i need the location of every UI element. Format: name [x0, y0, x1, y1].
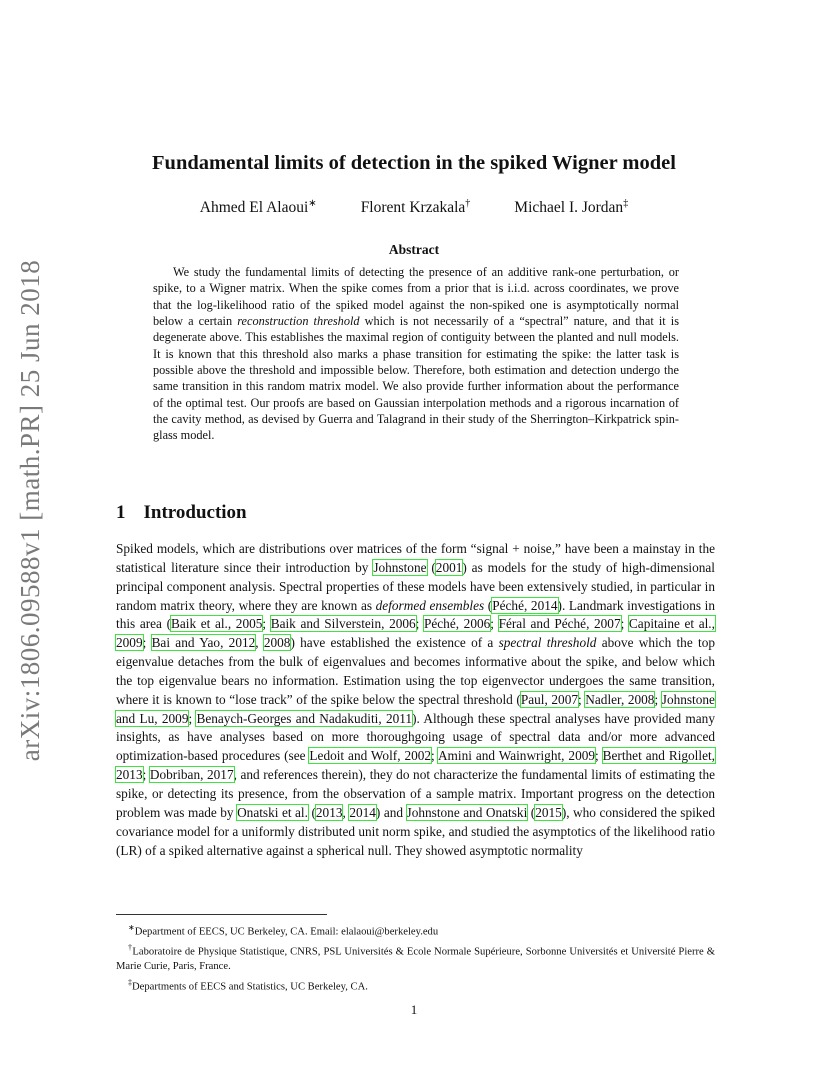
arxiv-sidebar	[10, 259, 52, 761]
citation-link[interactable]: Péché, 2014	[492, 597, 558, 613]
abstract-heading: Abstract	[388, 242, 440, 257]
citation-link[interactable]: Onatski et al.	[237, 804, 308, 820]
citation-link[interactable]: 2001	[435, 559, 463, 575]
citation-link[interactable]: Ledoit and Wolf, 2002	[309, 748, 432, 764]
abstract-body: We study the fundamental limits of detecting the presence of an additive rank-one perturbation, or spike, to a Wigner matrix. When the spike comes from a prior that is i.i.d. across coordinates, we prove that the log-likelihood ratio of the spiked model against the non-spiked one is asymptotically normal below a certain reconstruction threshold which is not necessarily of a “spectral” nature, and that it is degenerate above. This establishes the maximal region of contiguity between the planted and null models. It is known that this threshold also marks a phase transition for estimating the spike: the latter task is possible above the threshold and impossible below. Therefore, both estimation and detection undergo the same transition in this random matrix model. We also provide further information about the performance of the optimal test. Our proofs are based on Gaussian interpolation methods and a rigorous incarnation of the cavity method, as devised by Guerra and Talagrand in their study of the Sherrington–Kirkpatrick spin-glass model.	[153, 265, 679, 443]
citation-link[interactable]: Benaych-Georges and Nadakuditi, 2011	[196, 710, 413, 726]
footnote-1: ∗Department of EECS, UC Berkeley, CA. Email: elalaoui@berkeley.edu	[128, 923, 439, 938]
citation-link[interactable]: Féral and Péché, 2007	[498, 616, 621, 632]
author-3: Michael I. Jordan‡	[514, 198, 629, 217]
citation-link[interactable]: Baik et al., 2005	[171, 616, 263, 632]
citation-link[interactable]: Johnstone and Onatski	[406, 804, 528, 820]
citation-link[interactable]: Berthet and Rigollet, 2013	[116, 748, 715, 783]
footnote-rule	[116, 914, 327, 915]
citation-link[interactable]: Péché, 2006	[423, 616, 491, 632]
footnote-2: †Laboratoire de Physique Statistique, CNRS, PSL Universités & Ecole Normale Supérieure, Sorbonne Universités et Université Pierre & Marie Curie, Paris, France.	[116, 942, 715, 973]
citation-link[interactable]: Amini and Wainwright, 2009	[437, 748, 596, 764]
citation-link[interactable]: Baik and Silverstein, 2006	[270, 616, 416, 632]
citation-link[interactable]: Johnstone and Lu, 2009	[116, 691, 715, 726]
citation-link[interactable]: 2015	[535, 804, 562, 820]
citation-link[interactable]: Capitaine et al., 2009	[116, 616, 715, 651]
author-list	[0, 198, 828, 217]
citation-link[interactable]: Johnstone	[373, 559, 427, 575]
paper-title: Fundamental limits of detection in the spiked Wigner model	[152, 152, 676, 174]
footnotes	[116, 920, 715, 994]
citation-link[interactable]: Dobriban, 2017	[149, 767, 234, 783]
citation-link[interactable]: 2014	[349, 804, 376, 820]
author-2: Florent Krzakala†	[360, 198, 471, 217]
citation-link[interactable]: 2013	[315, 804, 343, 820]
author-1: Ahmed El Alaoui∗	[199, 198, 317, 217]
footnote-3: ‡Departments of EECS and Statistics, UC Berkeley, CA.	[128, 977, 368, 993]
citation-link[interactable]: Paul, 2007	[520, 691, 578, 707]
page-number: 1	[410, 1002, 418, 1017]
citation-link[interactable]: Bai and Yao, 2012	[151, 635, 256, 651]
citation-link[interactable]: 2008	[263, 635, 291, 651]
citation-link[interactable]: Nadler, 2008	[585, 691, 655, 707]
section-heading: 1 Introduction	[116, 502, 247, 523]
arxiv-identifier: arXiv:1806.09588v1 [math.PR] 25 Jun 2018	[15, 259, 46, 761]
intro-paragraph: Spiked models, which are distributions over matrices of the form “signal + noise,” have been a mainstay in the statistical literature since their introduction by Johnstone (2001) as models for the study of high-dimensional principal component analysis. Spectral properties of these models have been extensively studied, in particular in random matrix theory, where they are known as deformed ensembles (Péché, 2014). Landmark investigations in this area (Baik et al., 2005; Baik and Silverstein, 2006; Péché, 2006; Féral and Péché, 2007; Capitaine et al., 2009; Bai and Yao, 2012, 2008) have established the existence of a spectral threshold above which the top eigenvalue detaches from the bulk of eigenvalues and becomes informative about the spike, and below which the top eigenvalue bears no information. Estimation using the top eigenvector undergoes the same transition, where it is known to “lose track” of the spike below the spectral threshold (Paul, 2007; Nadler, 2008; Johnstone and Lu, 2009; Benaych-Georges and Nadakuditi, 2011). Although these spectral analyses have provided many insights, as have analyses based on more thoroughgoing usage of spectral data and/or more advanced optimization-based procedures (see Ledoit and Wolf, 2002; Amini and Wainwright, 2009; Berthet and Rigollet, 2013; Dobriban, 2017, and references therein), they do not characterize the fundamental limits of estimating the spike, or detecting its presence, from the observation of a sample matrix. Important progress on the detection problem was made by Onatski et al. (2013, 2014) and Johnstone and Onatski (2015), who considered the spiked covariance model for a uniformly distributed unit norm spike, and studied the asymptotics of the likelihood ratio (LR) of a spiked alternative against a spherical null. They showed asymptotic normality	[116, 541, 716, 858]
